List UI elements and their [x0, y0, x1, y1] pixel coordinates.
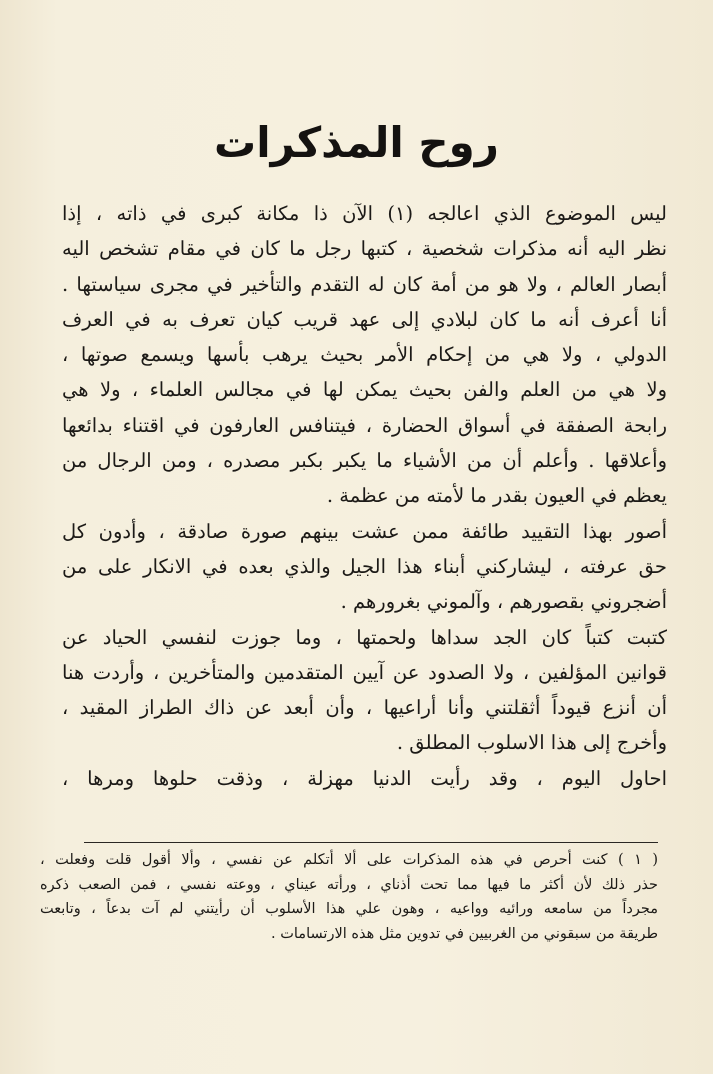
- body-line: احاول اليوم ، وقد رأيت الدنيا مهزلة ، وذقت حلوها ومرها ،: [62, 766, 667, 790]
- body-line: حق عرفته ، ليشاركني أبناء هذا الجيل والذي بعده في الانكار على من: [62, 554, 667, 578]
- footnote-line: طريقة من سبقوني من الغربيين في تدوين مثل هذه الارتسامات .: [271, 925, 658, 942]
- body-line: قوانين المؤلفين ، ولا الصدود عن آيين المتقدمين والمتأخرين ، وأردت هنا: [62, 660, 667, 684]
- footnote-line: مجرداً من سامعه ورائيه وواعيه ، وهون علي هذا الأسلوب أن رأيتني لم آت بدعاً ، وتابعت: [40, 901, 658, 917]
- footnote: [40, 848, 658, 946]
- body-line: رابحة الصفقة في أسواق الحضارة ، فيتنافس العارفون في اقتناء بدائعها: [62, 413, 667, 437]
- body-line: أن أنزع قيوداً أثقلتني وأنا أراعيها ، وأن أبعد عن ذاك الطراز المقيد ،: [62, 696, 667, 720]
- body-line: وأخرج إلى هذا الاسلوب المطلق .: [396, 731, 667, 755]
- body-line: أصور بهذا التقييد طائفة ممن عشت بينهم صورة صادقة ، وأدون كل: [62, 519, 667, 543]
- body-line: يعظم في العيون بقدر ما لأمته من عظمة .: [326, 484, 667, 508]
- body-line: ولا هي من العلم والفن بحيث يمكن لها في مجالس العلماء ، ولا هي: [62, 378, 667, 402]
- footnote-line: ( ١ ) كنت أحرص في هذه المذكرات على ألا أتكلم عن نفسي ، وألا أقول قلت وفعلت ،: [40, 852, 658, 868]
- body-line: ليس الموضوع الذي اعالجه (١) الآن ذا مكانة كبرى في ذاته ، إذا: [62, 202, 667, 225]
- body-line: كتبت كتباً كان الجد سداها ولحمتها ، وما جوزت لنفسي الحياد عن: [62, 625, 667, 649]
- body-line: أبصار العالم ، ولا هو من أمة كان له التقدم والتأخير في مجرى سياستها .: [62, 272, 667, 296]
- body-line: الدولي ، ولا هي من إحكام الأمر بحيث يرهب بأسها ويسمع صوتها ،: [62, 343, 667, 367]
- body-line: أضجروني بقصورهم ، وآلموني بغرورهم .: [340, 590, 667, 614]
- body-line: نظر اليه أنه مذكرات شخصية ، كتبها رجل ما كان في مقام تشخص اليه: [62, 237, 667, 261]
- page-title: روح المذكرات: [214, 118, 499, 167]
- body-line: أنا أعرف أنه ما كان لبلادي إلى عهد قريب كيان تعرف به في العرف: [62, 307, 667, 331]
- body-text: [62, 196, 667, 796]
- footnote-divider: [84, 842, 658, 843]
- body-line: وأعلاقها . وأعلم أن من الأشياء ما يكبر بكبر مصدره ، ومن الرجال من: [62, 449, 667, 473]
- footnote-line: حذر ذلك لأن أكثر ما فيها مما تحت أذناي ، ورأته عيناي ، ووعته نفسي ، فمن الصعب ذكره: [40, 876, 658, 893]
